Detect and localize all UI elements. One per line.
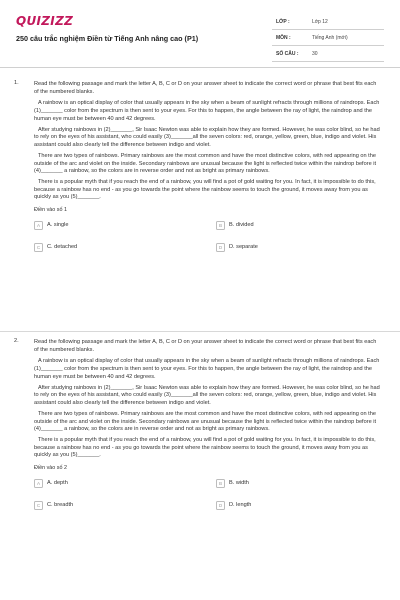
option-letter-box: C <box>34 501 43 510</box>
option-a[interactable] <box>34 477 68 489</box>
option-b[interactable] <box>216 477 249 489</box>
option-text: C. detached <box>47 244 78 251</box>
header-divider <box>0 67 400 68</box>
page-header <box>0 0 400 68</box>
answer-options <box>34 477 382 523</box>
quizizz-logo <box>16 14 73 28</box>
fill-label: Điền vào số 1 <box>34 207 67 214</box>
question-divider <box>0 331 400 332</box>
answer-options <box>34 219 382 265</box>
option-d[interactable] <box>216 241 258 253</box>
meta-key: SỐ CÂU : <box>276 51 299 57</box>
meta-row-class <box>272 14 384 30</box>
passage-paragraph: After studying rainbows in (2)_______, Sir Isaac Newton was able to explain how they are formed. However, he was color blind, so he had to rely on the eyes of his assistant, who could easily (3)_______all the seven colors: red, orange, yellow, green, blue, indigo and violet. His assistant could also clearly tell the difference between indigo and violet. <box>34 126 380 148</box>
option-b[interactable] <box>216 219 254 231</box>
passage-paragraph: There is a popular myth that if you reach the end of a rainbow, you will find a pot of gold waiting for you. In fact, it is impossible to do this, because a rainbow has no end - as you go towards the point where the rainbow seems to touch the ground, it moves away from you as quickly as you (5)_______. <box>34 179 376 201</box>
question-1 <box>34 80 382 265</box>
passage-paragraph: There is a popular myth that if you reach the end of a rainbow, you will find a pot of gold waiting for you. In fact, it is impossible to do this, because a rainbow has no end - as you go towards the point where the rainbow seems to touch the ground, it moves away from you as quickly as you (5)_______. <box>34 437 376 459</box>
meta-row-subject <box>272 30 384 46</box>
meta-table <box>272 14 384 62</box>
meta-key: LỚP : <box>276 19 290 25</box>
option-a[interactable] <box>34 219 68 231</box>
option-letter-box: A <box>34 479 43 488</box>
meta-row-count <box>272 46 384 62</box>
option-text: D. length <box>229 502 252 509</box>
question-instruction: Read the following passage and mark the letter A, B, C or D on your answer sheet to indicate the correct word or phrase that best fits each of the numbered blanks. <box>34 339 377 354</box>
passage-paragraph: There are two types of rainbows. Primary rainbows are the most common and have the most distinctive colors, with red appearing on the outside of the arc and violet on the inside. Secondary rainbows are unusual because the light is reflected twice within the raindrop before it (4)_______ a rainbow, so the colors are in reverse order and not as bright as primary rainbows. <box>34 410 377 433</box>
meta-value: 30 <box>312 51 318 57</box>
option-letter-box: A <box>34 221 43 230</box>
option-text: A. single <box>47 222 69 229</box>
passage-paragraph: There are two types of rainbows. Primary rainbows are the most common and have the most distinctive colors, with red appearing on the outside of the arc and violet on the inside. Secondary rainbows are unusual because the light is reflected twice within the raindrop before it (4)_______ a rainbow, so the colors are in reverse order and not as bright as primary rainbows. <box>34 152 377 175</box>
question-2 <box>34 338 382 523</box>
fill-label: Điền vào số 2 <box>34 465 67 472</box>
meta-value: Lớp 12 <box>312 19 328 25</box>
passage-paragraph: A rainbow is an optical display of color that usually appears in the sky when a beam of sunlight refracts through millions of raindrops. Each (1)_______ color from the spectrum is then sent to your eyes. For this to happen, the angle between the ray of light, the raindrop and the human eye must be between 40 and 42 degrees. <box>34 358 380 380</box>
question-number: 2. <box>14 338 19 344</box>
option-text: A. depth <box>47 480 68 487</box>
page-title: 250 câu trắc nghiệm Điền từ Tiếng Anh nâng cao (P1) <box>16 34 199 43</box>
option-c[interactable] <box>34 241 77 253</box>
option-letter-box: C <box>34 243 43 252</box>
passage-paragraph: After studying rainbows in (2)_______, Sir Isaac Newton was able to explain how they are formed. However, he was color blind, so he had to rely on the eyes of his assistant, who could easily (3)_______all the seven colors: red, orange, yellow, green, blue, indigo and violet. His assistant could also clearly tell the difference between indigo and violet. <box>34 384 380 406</box>
option-text: D. separate <box>229 244 258 251</box>
option-text: B. divided <box>229 222 254 229</box>
option-text: C. breadth <box>47 502 74 509</box>
logo-text: QUIZIZZ <box>16 14 74 28</box>
option-c[interactable] <box>34 499 73 511</box>
question-number: 1. <box>14 80 19 86</box>
option-letter-box: B <box>216 221 225 230</box>
option-letter-box: D <box>216 243 225 252</box>
passage-paragraph: A rainbow is an optical display of color that usually appears in the sky when a beam of sunlight refracts through millions of raindrops. Each (1)_______ color from the spectrum is then sent to your eyes. For this to happen, the angle between the ray of light, the raindrop and the human eye must be between 40 and 42 degrees. <box>34 100 380 122</box>
option-letter-box: B <box>216 479 225 488</box>
meta-key: MÔN : <box>276 35 291 41</box>
question-instruction: Read the following passage and mark the letter A, B, C or D on your answer sheet to indicate the correct word or phrase that best fits each of the numbered blanks. <box>34 81 377 96</box>
option-letter-box: D <box>216 501 225 510</box>
option-d[interactable] <box>216 499 251 511</box>
option-text: B. width <box>229 480 249 487</box>
meta-value: Tiếng Anh (mới) <box>312 35 348 41</box>
